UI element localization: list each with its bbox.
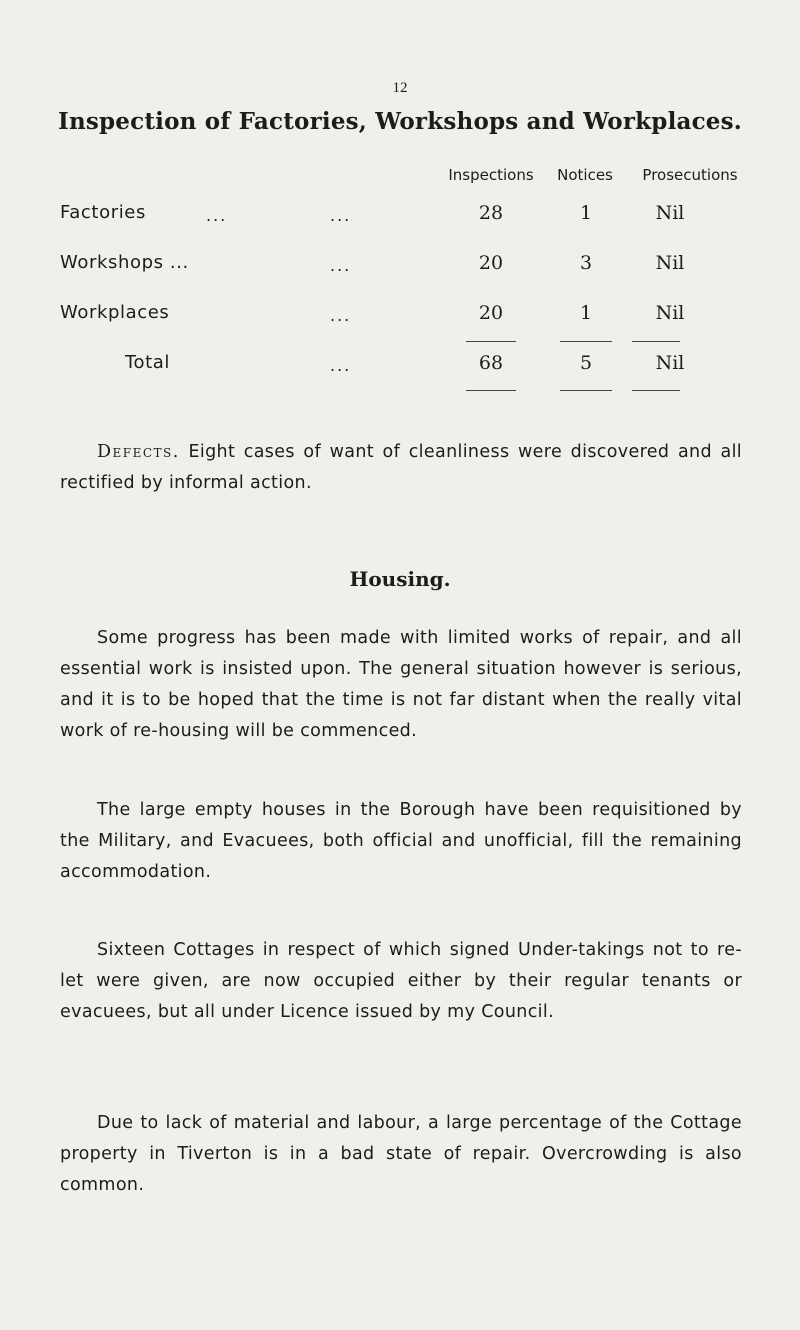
total-label: Total <box>125 352 171 373</box>
defects-label: Defects. <box>97 442 180 462</box>
row-label: Workshops ... <box>60 252 189 273</box>
total-rule <box>632 390 680 391</box>
section-title-housing: Housing. <box>349 567 451 591</box>
total-rule <box>466 390 516 391</box>
row-label: Workplaces <box>60 302 170 323</box>
defects-text: Eight cases of want of cleanliness were discovered and all rectified by informal action. <box>60 442 742 493</box>
cell-notices: 1 <box>579 302 593 324</box>
leader-dots: ... <box>330 306 352 325</box>
leader-dots: ... <box>330 356 352 375</box>
leader-dots: ... <box>206 206 228 225</box>
cell-prosecutions: Nil <box>655 202 685 224</box>
column-header-prosecutions: Prosecutions <box>642 166 738 184</box>
total-rule <box>560 390 612 391</box>
page-title: Inspection of Factories, Workshops and Workplaces. <box>58 108 742 135</box>
cell-inspections: 20 <box>478 302 504 324</box>
total-inspections: 68 <box>478 352 504 374</box>
cell-notices: 3 <box>579 252 593 274</box>
subtotal-rule <box>560 341 612 342</box>
cell-inspections: 28 <box>478 202 504 224</box>
housing-paragraph-2: The large empty houses in the Borough have been requisitioned by the Military, and Evacuees, both official and unofficial, fill the remaining accommodation. <box>60 800 742 882</box>
cell-prosecutions: Nil <box>655 252 685 274</box>
leader-dots: ... <box>330 256 352 275</box>
defects-paragraph <box>60 437 742 499</box>
subtotal-rule <box>632 341 680 342</box>
column-header-notices: Notices <box>557 166 613 184</box>
page-number: 12 <box>392 80 408 96</box>
housing-paragraph-3: Sixteen Cottages in respect of which signed Under-takings not to re-let were given, are now occupied either by their regular tenants or evacuees, but all under Licence issued by my Council. <box>60 940 742 1022</box>
column-header-inspections: Inspections <box>448 166 534 184</box>
inspection-table <box>0 0 800 400</box>
subtotal-rule <box>466 341 516 342</box>
cell-prosecutions: Nil <box>655 302 685 324</box>
housing-paragraph-1: Some progress has been made with limited works of repair, and all essential work is insisted upon. The general situation however is serious, and it is to be hoped that the time is not far distant when the really vital work of re-housing will be commenced. <box>60 628 742 741</box>
leader-dots: ... <box>330 206 352 225</box>
total-prosecutions: Nil <box>655 352 685 374</box>
cell-notices: 1 <box>579 202 593 224</box>
cell-inspections: 20 <box>478 252 504 274</box>
housing-paragraph-4: Due to lack of material and labour, a large percentage of the Cottage property in Tiverton is in a bad state of repair. Overcrowding is also common. <box>60 1113 742 1195</box>
row-label: Factories <box>60 202 146 223</box>
total-notices: 5 <box>579 352 593 374</box>
